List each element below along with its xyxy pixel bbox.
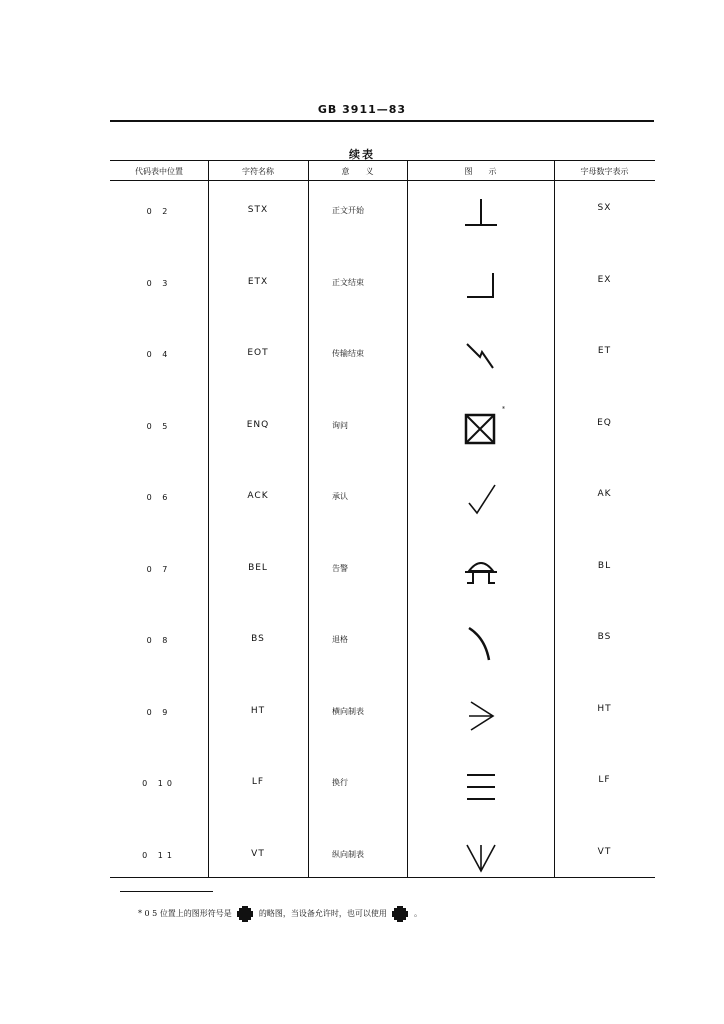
eot-icon: [463, 340, 499, 376]
column-header-position: 代码表中位置: [135, 167, 183, 176]
cross-symbol-icon: [391, 905, 409, 923]
cell-meaning: 纵向制表: [332, 849, 364, 859]
cell-abbr: AK: [597, 489, 612, 499]
header-divider: [110, 180, 655, 181]
cell-abbr: BL: [597, 560, 612, 571]
cell-position: 0 9: [146, 707, 172, 717]
column-divider: [554, 161, 555, 877]
cell-abbr: EX: [597, 274, 612, 285]
cell-abbr: SX: [597, 203, 612, 213]
cell-position: 0 4: [146, 350, 172, 359]
column-header-name: 字符名称: [242, 167, 274, 176]
cell-abbr: VT: [597, 846, 612, 857]
cell-meaning: 承认: [332, 492, 348, 501]
column-divider: [407, 161, 408, 877]
cell-abbr: HT: [597, 703, 612, 714]
cell-position: 0 6: [146, 493, 172, 502]
footnote-mark: *: [138, 909, 142, 918]
control-character-table: [110, 160, 655, 878]
footnote: [138, 905, 422, 923]
cell-abbr: BS: [597, 632, 612, 642]
footnote-text-before: 0 5 位置上的图形符号是: [144, 909, 232, 918]
bel-icon: [463, 555, 499, 591]
cell-meaning: 正文开始: [332, 206, 364, 215]
cell-meaning: 询问: [332, 420, 348, 430]
cell-meaning: 横向制表: [332, 706, 364, 716]
column-header-meaning: 意 义: [341, 167, 374, 176]
cell-position: 0 7: [146, 564, 172, 574]
cell-position: 0 8: [146, 636, 172, 645]
cell-position: 0 2: [146, 207, 172, 216]
header-rule: [110, 120, 654, 122]
cell-meaning: 正文结束: [332, 277, 364, 287]
cell-position: 0 11: [142, 850, 176, 860]
cell-meaning: 换行: [332, 778, 348, 787]
cell-name: BS: [251, 634, 265, 644]
vt-icon: [463, 841, 499, 877]
cell-meaning: 退格: [332, 635, 348, 644]
cell-name: EOT: [247, 348, 269, 358]
cell-name: ETX: [247, 276, 269, 287]
footnote-text-middle: 的略图，当设备允许时，也可以使用: [258, 909, 387, 918]
cell-abbr: LF: [598, 775, 611, 785]
cell-name: LF: [251, 777, 265, 787]
table-caption: 续表: [349, 148, 375, 161]
stx-icon: [463, 197, 499, 233]
etx-icon: [463, 269, 499, 305]
cell-name: BEL: [248, 562, 268, 573]
cell-name: ACK: [247, 491, 269, 501]
lf-icon: [463, 769, 499, 805]
cell-name: ENQ: [246, 419, 270, 430]
cell-meaning: 告警: [332, 563, 348, 573]
standard-number: GB 3911—83: [317, 103, 407, 116]
cell-name: HT: [250, 705, 266, 716]
ht-icon: [463, 698, 499, 734]
ack-icon: [463, 483, 499, 519]
column-divider: [208, 161, 209, 877]
cell-abbr: EQ: [597, 417, 612, 428]
cell-name: VT: [251, 848, 265, 859]
cell-position: 0 3: [146, 278, 172, 288]
cross-symbol-icon: [236, 905, 254, 923]
footnote-text-after: 。: [414, 909, 422, 918]
cell-position: 0 5: [146, 421, 172, 431]
column-header-symbol: 图 示: [464, 167, 497, 176]
footnote-rule: [120, 891, 213, 892]
cell-position: 0 10: [142, 779, 176, 788]
column-divider: [308, 161, 309, 877]
enq-footnote-mark: *: [502, 405, 505, 413]
cell-name: STX: [247, 205, 269, 215]
bs-icon: [463, 626, 499, 662]
cell-meaning: 传输结束: [332, 349, 364, 358]
column-header-abbr: 字母数字表示: [580, 167, 629, 176]
enq-icon: [463, 412, 499, 448]
cell-abbr: ET: [597, 346, 612, 356]
